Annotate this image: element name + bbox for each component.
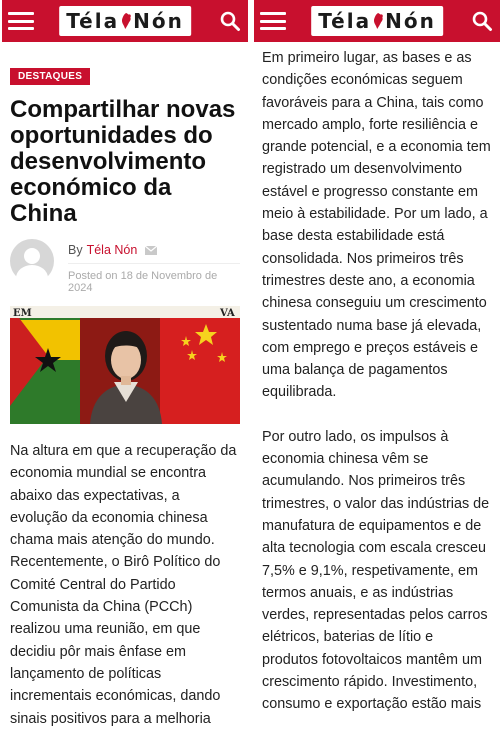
site-header bbox=[254, 0, 500, 42]
by-label: By bbox=[68, 243, 83, 257]
author-link[interactable]: Téla Nón bbox=[86, 243, 138, 257]
user-avatar-icon[interactable] bbox=[10, 239, 54, 283]
site-header bbox=[2, 0, 248, 42]
photo-illustration bbox=[10, 306, 240, 424]
article-title: Compartilhar novas oportunidades do desenvolvimento económico da China bbox=[10, 96, 236, 227]
logo-text-left: Téla bbox=[318, 9, 372, 33]
author-line bbox=[68, 243, 240, 264]
logo-map-icon bbox=[372, 13, 384, 29]
article-paragraph-1: Em primeiro lugar, as bases e as condições económicas seguem favoráveis para a China, tais como mercado amplo, forte resiliência e grande potencial, e a economia tem registrado um desenvolvimento estável e progresso constante em meio à estabilidade. Por um lado, a base desta estabilidade está consolidada. Nos primeiros três trimestres deste ano, a economia chinesa conseguiu um crescimento sustentado numa base já elevada, com emprego e preços estáveis e uma balança de pagamentos equilibrada. bbox=[262, 50, 491, 401]
article-content bbox=[2, 42, 248, 730]
article-paragraph-2: Por outro lado, os impulsos à economia chinesa vêm se acumulando. Nos primeiros três trimestres, o valor das indústrias de manufatura de equipamentos e de alta tecnologia com escala cresceu 7,5% e 9,1%, respetivamente, em termos anuais, e as indústrias verdes, representadas pelos carros elétricos, baterias de lítio e produtos fotovoltaicos mantêm um crescimento rápido. Investimento, consumo e exportação estão mais bbox=[262, 428, 490, 713]
category-badge[interactable]: DESTAQUES bbox=[10, 68, 90, 85]
article-photo bbox=[10, 306, 240, 424]
author-byline bbox=[10, 239, 240, 294]
search-icon[interactable] bbox=[472, 11, 492, 31]
site-logo[interactable] bbox=[311, 6, 443, 36]
logo-text-right: Nón bbox=[133, 9, 184, 33]
envelope-icon[interactable] bbox=[145, 246, 157, 255]
hamburger-menu-icon[interactable] bbox=[260, 12, 286, 30]
article-content-continued bbox=[254, 47, 500, 716]
byline-meta bbox=[68, 239, 240, 294]
logo-text-right: Nón bbox=[385, 9, 436, 33]
article-panel-right bbox=[254, 0, 500, 713]
search-icon[interactable] bbox=[220, 11, 240, 31]
photo-banner-left: EM bbox=[13, 308, 32, 319]
article-intro: Na altura em que a recuperação da economia mundial se encontra abaixo das expectativas, a evolução da economia chinesa chama mais atenção do mundo. Recentemente, o Birô Político do Comité Central do Partido Comunista da China (PCCh) realizou uma reunião, em que decidiu pôr mais ênfase em lançamento de políticas incrementais económicas, dando sinais positivos para a melhoria bbox=[10, 443, 237, 727]
site-logo[interactable] bbox=[59, 6, 191, 36]
hamburger-menu-icon[interactable] bbox=[8, 12, 34, 30]
logo-text-left: Téla bbox=[66, 9, 120, 33]
article-panel-left bbox=[2, 0, 248, 727]
logo-map-icon bbox=[120, 13, 132, 29]
photo-banner-right: VA bbox=[220, 308, 235, 319]
post-date: Posted on 18 de Novembro de 2024 bbox=[68, 270, 218, 294]
